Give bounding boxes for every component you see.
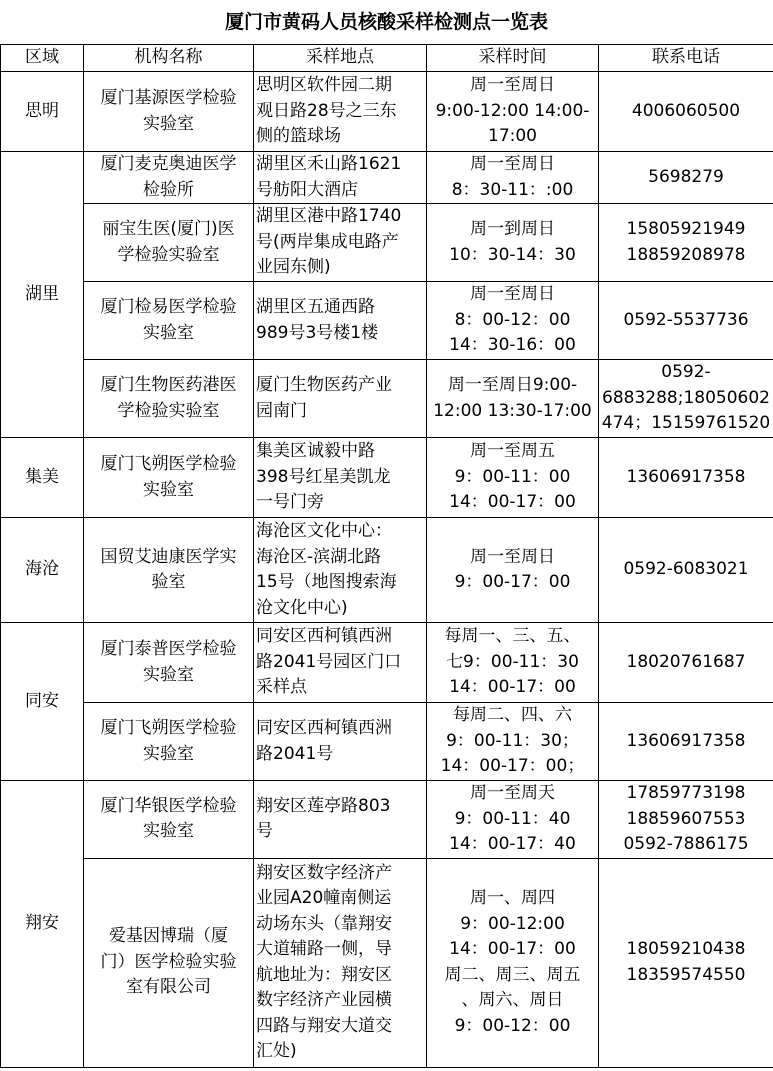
- institution-cell-line: 实验室: [143, 113, 194, 134]
- time-cell: [427, 282, 599, 360]
- time-cell-line: 每周二、四、六: [453, 705, 572, 726]
- institution-cell-line: 实验室: [143, 322, 194, 343]
- table-row: [1, 72, 773, 152]
- time-cell-line: 每周一、三、五、: [444, 626, 581, 647]
- time-cell-line: 周一到周日: [470, 219, 555, 239]
- time-cell-line: 8：30-11：:00: [451, 179, 574, 200]
- address-cell-line: 一号门旁: [256, 492, 324, 513]
- address-cell-line: 15号（地图搜索海: [256, 572, 397, 592]
- address-cell-line: 号: [256, 821, 273, 842]
- time-cell-line: 12:00 13:30-17:00: [433, 400, 592, 421]
- district-cell: 海沧: [1, 518, 84, 623]
- address-cell: [254, 72, 427, 152]
- time-cell-line: 周一至周日: [470, 284, 555, 305]
- phone-cell-line: 18859607553: [626, 808, 746, 829]
- institution-cell-line: 实验室: [143, 743, 194, 764]
- institution-cell-line: 实验室: [143, 479, 194, 500]
- address-cell-line: 数字经济产业园横: [256, 990, 392, 1010]
- time-cell-line: 17:00: [488, 126, 537, 147]
- institution-cell-line: 检验所: [143, 179, 194, 200]
- address-cell-line: 同安区西柯镇西洲: [256, 718, 392, 738]
- address-cell: [254, 438, 427, 518]
- table-row: [1, 438, 773, 518]
- address-cell-line: 湖里区五通西路: [256, 297, 375, 317]
- institution-cell-line: 爱基因博瑞（厦: [109, 926, 228, 947]
- district-cell: 同安: [1, 623, 84, 781]
- district-cell: 思明: [1, 72, 84, 152]
- time-cell-line: 8：00-12：00: [454, 309, 571, 330]
- table-row: [1, 518, 773, 623]
- address-cell-line: 海沧区文化中心：: [256, 521, 392, 541]
- time-cell: [427, 438, 599, 518]
- phone-cell-line: 474；15159761520: [601, 413, 771, 434]
- phone-cell: [599, 858, 773, 1067]
- table-row: [1, 858, 773, 1067]
- address-cell-line: 动场东头（靠翔安: [256, 913, 392, 934]
- institution-cell: [84, 781, 254, 859]
- institution-cell: [84, 72, 254, 152]
- time-cell-line: 周一至周日9:00-: [447, 375, 578, 395]
- district-cell: 湖里: [1, 152, 84, 438]
- address-cell-line: 号(两岸集成电路产: [256, 231, 399, 252]
- address-cell-line: 业园东侧): [256, 257, 331, 278]
- district-cell: 集美: [1, 438, 84, 518]
- address-cell: [254, 518, 427, 623]
- table-row: [1, 360, 773, 438]
- address-cell-line: 汇处): [256, 1041, 297, 1061]
- phone-cell: [599, 438, 773, 518]
- table-row: [1, 152, 773, 204]
- institution-cell-line: 厦门基源医学检验: [100, 88, 237, 108]
- address-cell-line: 四路与翔安大道交: [256, 1015, 392, 1036]
- time-cell-line: 9：00-11：40: [454, 808, 571, 829]
- phone-cell: [599, 623, 773, 703]
- address-cell-line: 同安区西柯镇西洲: [256, 626, 392, 647]
- address-cell-line: 大道辅路一侧，导: [256, 939, 392, 959]
- address-cell-line: 湖里区禾山路1621: [256, 154, 402, 174]
- time-cell: [427, 72, 599, 152]
- time-cell-line: 9：00-17：00: [454, 572, 571, 592]
- time-cell-line: 9：00-12：00: [454, 1015, 571, 1036]
- time-cell-line: 14：00-17：00: [449, 939, 576, 959]
- phone-cell: [599, 282, 773, 360]
- table-row: [1, 703, 773, 781]
- phone-cell-line: 18359574550: [626, 964, 746, 985]
- address-cell-line: 侧的篮球场: [256, 126, 341, 147]
- institution-cell: [84, 282, 254, 360]
- address-cell: [254, 152, 427, 204]
- institution-cell: [84, 703, 254, 781]
- address-cell-line: 思明区软件园二期: [256, 75, 392, 96]
- institution-cell-line: 学检验实验室: [117, 400, 220, 421]
- phone-cell-line: 18059210438: [626, 939, 746, 959]
- district-cell: 翔安: [1, 781, 84, 1068]
- table-header-row: [1, 45, 773, 72]
- institution-cell-line: 门）医学检验实验: [100, 951, 237, 972]
- address-cell: [254, 781, 427, 859]
- header-phone: 联系电话: [599, 45, 773, 72]
- time-cell-line: 9：00-12:00: [460, 913, 565, 934]
- institution-cell-line: 室有限公司: [126, 977, 211, 998]
- header-district: 区域: [1, 45, 84, 72]
- address-cell-line: 398号红星美凯龙: [256, 466, 391, 487]
- address-cell-line: 沧文化中心): [256, 597, 348, 618]
- time-cell-line: 9：00-11：00: [454, 466, 571, 487]
- time-cell-line: 14：00-17：00: [449, 492, 576, 513]
- time-cell: [427, 152, 599, 204]
- time-cell-line: 14：00-17：40: [449, 834, 576, 854]
- phone-cell-line: 6883288;18050602: [602, 387, 770, 408]
- address-cell-line: 集美区诚毅中路: [256, 441, 375, 462]
- testing-sites-table: [0, 44, 773, 1068]
- phone-cell-line: 5698279: [648, 166, 724, 187]
- address-cell-line: 采样点: [256, 677, 307, 698]
- time-cell: [427, 623, 599, 703]
- address-cell-line: 航地址为：翔安区: [256, 964, 392, 985]
- phone-cell-line: 18859208978: [626, 244, 746, 265]
- institution-cell: [84, 858, 254, 1067]
- time-cell: [427, 518, 599, 623]
- address-cell-line: 业园A20幢南侧运: [256, 888, 392, 908]
- phone-cell-line: 15805921949: [626, 219, 746, 239]
- time-cell-line: 周一至周日: [470, 75, 555, 96]
- time-cell-line: 周一、周四: [470, 888, 555, 908]
- address-cell: [254, 623, 427, 703]
- time-cell-line: 周一至周日: [470, 154, 555, 174]
- time-cell: [427, 360, 599, 438]
- time-cell-line: 七9：00-11：30: [446, 651, 579, 672]
- page-title: 厦门市黄码人员核酸采样检测点一览表: [224, 11, 548, 33]
- address-cell: [254, 282, 427, 360]
- table-row: [1, 781, 773, 859]
- time-cell-line: 、周六、周日: [461, 990, 564, 1010]
- institution-cell-line: 国贸艾迪康医学实: [100, 546, 237, 567]
- phone-cell-line: 4006060500: [631, 100, 741, 121]
- time-cell-line: 14：00-17：00；: [440, 756, 585, 777]
- phone-cell: [599, 204, 773, 282]
- table-row: [1, 204, 773, 282]
- institution-cell-line: 厦门飞朔医学检验: [100, 454, 237, 474]
- phone-cell-line: 17859773198: [626, 783, 746, 803]
- institution-cell-line: 厦门检易医学检验: [100, 297, 237, 317]
- address-cell-line: 989号3号楼1楼: [256, 322, 379, 343]
- time-cell-line: 周一至周天: [470, 783, 555, 803]
- institution-cell-line: 厦门飞朔医学检验: [100, 718, 237, 738]
- institution-cell: [84, 360, 254, 438]
- institution-cell-line: 厦门华银医学检验: [100, 795, 237, 816]
- institution-cell: [84, 518, 254, 623]
- header-address: 采样地点: [254, 45, 427, 72]
- address-cell: [254, 858, 427, 1067]
- institution-cell: [84, 204, 254, 282]
- institution-cell-line: 验室: [151, 572, 186, 592]
- address-cell-line: 海沧区-滨湖北路: [256, 546, 382, 567]
- institution-cell-line: 实验室: [143, 821, 194, 842]
- institution-cell-line: 实验室: [143, 664, 194, 685]
- time-cell: [427, 781, 599, 859]
- table-row: [1, 282, 773, 360]
- time-cell-line: 14：30-16：00: [449, 335, 576, 356]
- institution-cell: [84, 623, 254, 703]
- address-cell-line: 号舫阳大酒店: [256, 179, 358, 200]
- address-cell: [254, 703, 427, 781]
- phone-cell: [599, 152, 773, 204]
- time-cell-line: 10：30-14：30: [449, 244, 576, 265]
- time-cell-line: 9：00-11：30；: [446, 730, 579, 751]
- address-cell-line: 园南门: [256, 400, 307, 421]
- time-cell-line: 周二、周三、周五: [444, 964, 581, 985]
- time-cell: [427, 703, 599, 781]
- time-cell: [427, 204, 599, 282]
- phone-cell: [599, 703, 773, 781]
- phone-cell-line: 18020761687: [626, 651, 746, 672]
- institution-cell-line: 丽宝生医(厦门)医: [102, 219, 235, 239]
- time-cell-line: 14：00-17：00: [449, 677, 576, 698]
- address-cell-line: 路2041号园区门口: [256, 651, 402, 672]
- address-cell-line: 观日路28号之三东: [256, 100, 397, 121]
- time-cell-line: 9:00-12:00 14:00-: [435, 100, 590, 121]
- institution-cell-line: 厦门泰普医学检验: [100, 639, 237, 659]
- institution-cell-line: 厦门麦克奥迪医学: [100, 154, 237, 174]
- address-cell: [254, 204, 427, 282]
- time-cell: [427, 858, 599, 1067]
- phone-cell-line: 13606917358: [626, 466, 746, 487]
- phone-cell-line: 13606917358: [626, 730, 746, 751]
- phone-cell: [599, 518, 773, 623]
- address-cell-line: 湖里区港中路1740: [256, 206, 402, 227]
- address-cell: [254, 360, 427, 438]
- phone-cell-line: 0592-5537736: [623, 309, 749, 330]
- phone-cell: [599, 360, 773, 438]
- phone-cell-line: 0592-: [661, 362, 711, 383]
- institution-cell: [84, 152, 254, 204]
- phone-cell-line: 0592-6083021: [623, 559, 749, 580]
- institution-cell: [84, 438, 254, 518]
- table-row: [1, 623, 773, 703]
- institution-cell-line: 厦门生物医药港医: [100, 375, 237, 395]
- time-cell-line: 周一至周日: [470, 546, 555, 567]
- time-cell-line: 周一至周五: [470, 441, 555, 462]
- header-time: 采样时间: [427, 45, 599, 72]
- phone-cell-line: 0592-7886175: [623, 834, 749, 854]
- header-institution: 机构名称: [84, 45, 254, 72]
- address-cell-line: 厦门生物医药产业: [256, 375, 392, 395]
- phone-cell: [599, 781, 773, 859]
- address-cell-line: 翔安区数字经济产: [256, 862, 392, 883]
- address-cell-line: 翔安区莲亭路803: [256, 795, 391, 816]
- phone-cell: [599, 72, 773, 152]
- address-cell-line: 路2041号: [256, 743, 334, 764]
- institution-cell-line: 学检验实验室: [117, 244, 220, 265]
